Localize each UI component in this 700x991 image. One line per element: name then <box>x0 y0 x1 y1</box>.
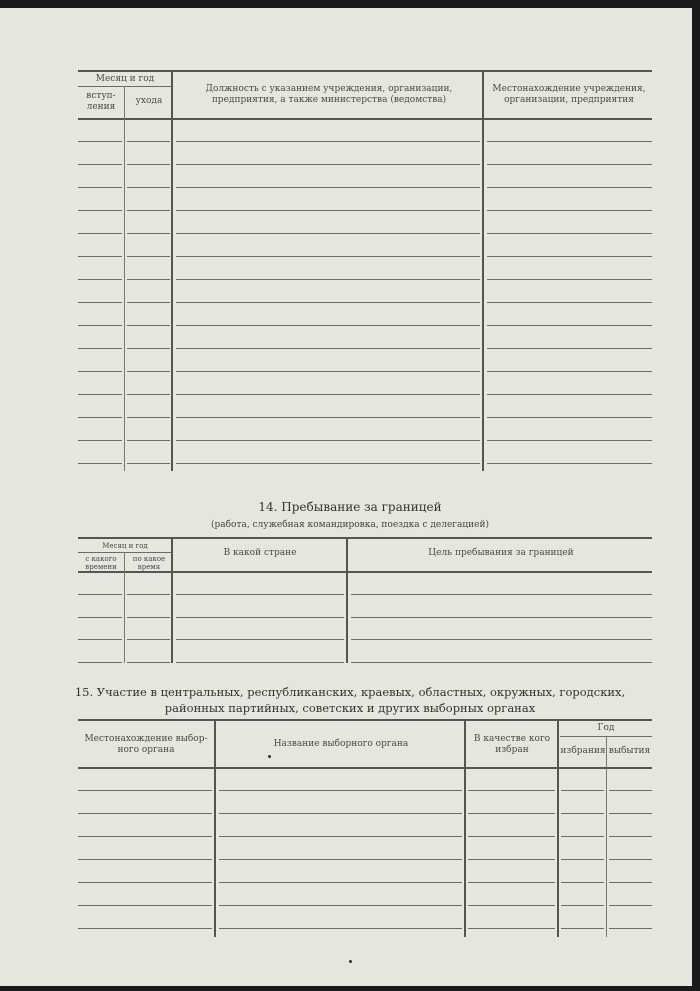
ruled-line <box>78 594 122 595</box>
ruled-line <box>78 141 122 142</box>
ruled-line <box>176 348 480 349</box>
ruled-line <box>127 187 170 188</box>
ruled-line <box>78 325 122 326</box>
ruled-line <box>78 463 122 464</box>
ink-dot <box>268 755 271 758</box>
ruled-line <box>487 141 652 142</box>
ruled-line <box>78 348 122 349</box>
ruled-line <box>78 813 212 814</box>
ruled-line <box>487 371 652 372</box>
table2-col-divider <box>124 552 125 663</box>
ruled-line <box>351 639 652 640</box>
ruled-line <box>127 394 170 395</box>
ruled-line <box>487 279 652 280</box>
ruled-line <box>78 440 122 441</box>
ruled-line <box>176 141 480 142</box>
ruled-line <box>561 836 604 837</box>
ruled-line <box>487 440 652 441</box>
ruled-line <box>609 813 652 814</box>
ruled-line <box>609 882 652 883</box>
ruled-line <box>468 836 555 837</box>
ruled-line <box>176 256 480 257</box>
ruled-line <box>78 417 122 418</box>
ruled-line <box>487 210 652 211</box>
table2-month-year-header: Месяц и год <box>102 542 148 550</box>
ruled-line <box>78 210 122 211</box>
ruled-line <box>609 859 652 860</box>
ruled-line <box>176 440 480 441</box>
ruled-line <box>561 813 604 814</box>
table1-col-divider <box>171 70 173 471</box>
ruled-line <box>127 463 170 464</box>
table3-col-divider <box>557 719 559 937</box>
ruled-line <box>78 928 212 929</box>
ruled-line <box>78 187 122 188</box>
ruled-line <box>127 594 170 595</box>
ruled-line <box>176 417 480 418</box>
table3-header-rule <box>78 767 652 769</box>
ruled-line <box>487 325 652 326</box>
section15-title-line2: районных партийных, советских и других выборных органах <box>164 701 536 715</box>
ruled-line <box>127 210 170 211</box>
ink-dot <box>349 960 352 963</box>
ruled-line <box>78 394 122 395</box>
ruled-line <box>561 928 604 929</box>
ruled-line <box>487 463 652 464</box>
table2-header-rule <box>78 571 652 573</box>
ruled-line <box>487 256 652 257</box>
table1-top-rule <box>78 70 652 72</box>
ruled-line <box>561 882 604 883</box>
ruled-line <box>468 790 555 791</box>
ruled-line <box>176 302 480 303</box>
ruled-line <box>127 141 170 142</box>
table3-top-rule <box>78 719 652 721</box>
ruled-line <box>487 233 652 234</box>
ruled-line <box>78 164 122 165</box>
table1-col-divider <box>482 70 484 471</box>
ruled-line <box>561 790 604 791</box>
table1-col-divider <box>124 86 125 471</box>
ruled-line <box>487 164 652 165</box>
ruled-line <box>351 662 652 663</box>
ruled-line <box>176 639 344 640</box>
ruled-line <box>487 417 652 418</box>
ruled-line <box>176 463 480 464</box>
ruled-line <box>127 639 170 640</box>
ruled-line <box>78 617 122 618</box>
ruled-line <box>78 882 212 883</box>
ruled-line <box>561 905 604 906</box>
ruled-line <box>176 617 344 618</box>
ruled-line <box>487 187 652 188</box>
ruled-line <box>176 164 480 165</box>
form-page <box>0 8 692 986</box>
ruled-line <box>78 836 212 837</box>
ruled-line <box>78 279 122 280</box>
ruled-line <box>176 371 480 372</box>
table3-col-divider <box>464 719 466 937</box>
ruled-line <box>127 440 170 441</box>
ruled-line <box>609 836 652 837</box>
ruled-line <box>127 417 170 418</box>
ruled-line <box>176 279 480 280</box>
table3-col-divider <box>214 719 216 937</box>
table2-col-divider <box>346 537 348 663</box>
ruled-line <box>127 233 170 234</box>
ruled-line <box>127 371 170 372</box>
ruled-line <box>176 325 480 326</box>
table1-entry-header: вступ- ления <box>86 91 116 112</box>
table1-leave-header: ухода <box>135 96 163 106</box>
table1-position-header: Должность с указанием учреждения, организации, предприятия, а также министерства (ведомства) <box>205 84 453 105</box>
table3-year-header: Год <box>597 723 615 733</box>
table1-location-header: Местонахождение учреждения, организации, предприятия <box>492 84 646 105</box>
ruled-line <box>468 905 555 906</box>
ruled-line <box>78 256 122 257</box>
table2-subheader-rule <box>78 552 172 553</box>
table3-left-header: выбытия <box>608 746 651 756</box>
table1-month-year-header: Месяц и год <box>95 74 155 84</box>
ruled-line <box>127 348 170 349</box>
ruled-line <box>78 639 122 640</box>
ruled-line <box>78 371 122 372</box>
ruled-line <box>219 813 462 814</box>
ruled-line <box>176 394 480 395</box>
table3-as-whom-header: В качестве кого избран <box>473 734 551 755</box>
ruled-line <box>176 594 344 595</box>
ruled-line <box>127 164 170 165</box>
ruled-line <box>176 662 344 663</box>
ruled-line <box>78 859 212 860</box>
ruled-line <box>609 928 652 929</box>
ruled-line <box>487 302 652 303</box>
section15-title-line1: 15. Участие в центральных, республиканских, краевых, областных, окружных, городских, <box>74 685 626 699</box>
ruled-line <box>78 233 122 234</box>
table3-name-header: Название выборного органа <box>273 739 409 749</box>
ruled-line <box>487 348 652 349</box>
ruled-line <box>609 790 652 791</box>
ruled-line <box>127 256 170 257</box>
table1-header-rule <box>78 118 652 120</box>
ruled-line <box>78 905 212 906</box>
ruled-line <box>127 617 170 618</box>
section14-title: 14. Пребывание за границей <box>258 500 442 514</box>
table1-subheader-rule <box>78 86 172 87</box>
table2-from-header: с какого времени <box>85 555 117 571</box>
section14-subtitle: (работа, служебная командировка, поездка с делегацией) <box>211 520 489 530</box>
table2-country-header: В какой стране <box>223 548 297 558</box>
ruled-line <box>127 662 170 663</box>
table2-top-rule <box>78 537 652 539</box>
ruled-line <box>176 233 480 234</box>
ruled-line <box>468 928 555 929</box>
table2-col-divider <box>171 537 173 663</box>
table2-to-header: по какое время <box>132 555 166 571</box>
ruled-line <box>468 882 555 883</box>
table3-location-header: Местонахождение выбор- ного органа <box>84 734 208 755</box>
ruled-line <box>219 905 462 906</box>
ruled-line <box>219 859 462 860</box>
ruled-line <box>468 859 555 860</box>
ruled-line <box>487 394 652 395</box>
ruled-line <box>351 594 652 595</box>
ruled-line <box>127 279 170 280</box>
ruled-line <box>127 302 170 303</box>
ruled-line <box>176 210 480 211</box>
ruled-line <box>351 617 652 618</box>
ruled-line <box>219 836 462 837</box>
ruled-line <box>176 187 480 188</box>
ruled-line <box>561 859 604 860</box>
ruled-line <box>219 928 462 929</box>
ruled-line <box>219 790 462 791</box>
table3-elected-header: избрания <box>560 746 606 756</box>
ruled-line <box>609 905 652 906</box>
table3-col-divider <box>606 736 607 937</box>
ruled-line <box>219 882 462 883</box>
ruled-line <box>78 302 122 303</box>
ruled-line <box>127 325 170 326</box>
table2-purpose-header: Цель пребывания за границей <box>428 548 574 558</box>
ruled-line <box>78 662 122 663</box>
ruled-line <box>468 813 555 814</box>
ruled-line <box>78 790 212 791</box>
